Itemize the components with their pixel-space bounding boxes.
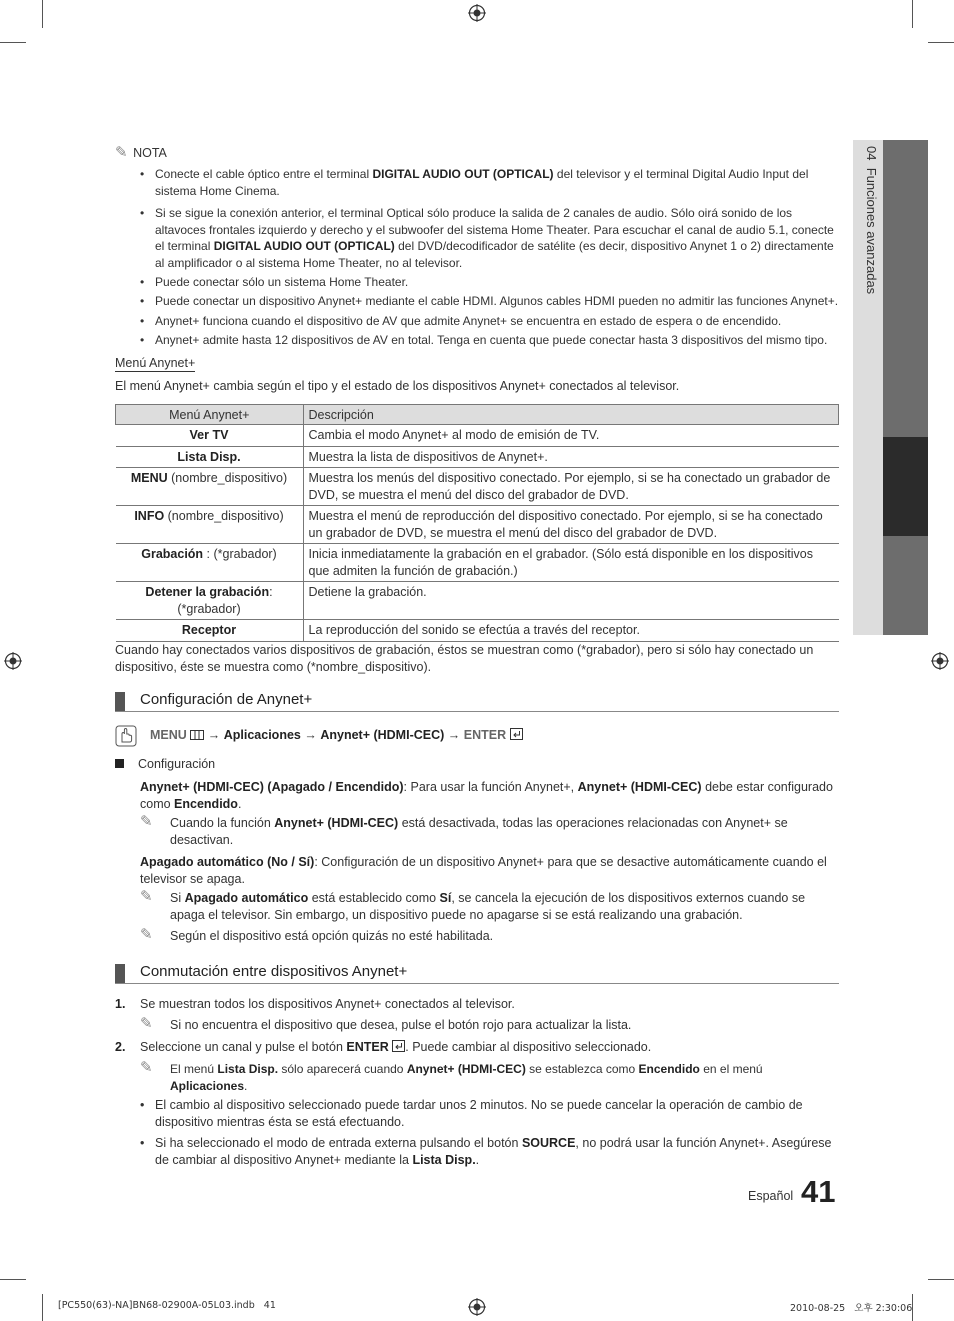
enter-icon	[510, 728, 523, 740]
config-note-3: Según el dispositivo está opción quizás no esté habilitada.	[170, 929, 494, 943]
chapter-number: 04	[864, 146, 879, 161]
table-header-description: Descripción	[303, 405, 839, 425]
table-row: MENU (nombre_dispositivo) Muestra los menús del dispositivo conectado. Por ejemplo, si se ha conectado un grabador de DVD, se muestra el menú del disco del grabador de DVD.	[116, 468, 839, 506]
switch-bullet: • Si ha seleccionado el modo de entrada externa pulsando el botón SOURCE, no podrá usar la función Anynet+. Asegúrese de cambiar al dispositivo Anynet+ mediante la Lista Disp..	[140, 1136, 832, 1167]
menu-intro: El menú Anynet+ cambia según el tipo y el estado de los dispositivos Anynet+ conectados al televisor.	[115, 379, 680, 393]
menu-path: MENU → Aplicaciones → Anynet+ (HDMI-CEC) → ENTER	[150, 728, 523, 742]
crop-mark	[928, 1279, 954, 1280]
config-subsection	[115, 757, 215, 771]
note-item: • Puede conectar un dispositivo Anynet+ mediante el cable HDMI. Algunos cables HDMI pueden no admitir las funciones Anynet+.	[140, 294, 839, 308]
note-item: • Anynet+ funciona cuando el dispositivo de AV que admite Anynet+ se encuentra en estado de espera o de encendido.	[140, 314, 782, 328]
table-header-menu: Menú Anynet+	[116, 405, 304, 425]
pencil-icon: ✎	[140, 813, 153, 830]
step-1-text: Se muestran todos los dispositivos Anynet+ conectados al televisor.	[140, 997, 515, 1011]
note-header	[115, 143, 167, 161]
section-title-text: Conmutación entre dispositivos Anynet+	[140, 963, 408, 980]
note-item: • Puede conectar sólo un sistema Home Theater.	[140, 275, 409, 289]
enter-icon	[392, 1040, 405, 1052]
pencil-icon: ✎	[140, 1059, 153, 1076]
config-paragraph-1: Anynet+ (HDMI-CEC) (Apagado / Encendido): Para usar la función Anynet+, Anynet+ (HDMI-CEC) debe estar configurado como Encendido.	[140, 780, 833, 811]
table-row: INFO (nombre_dispositivo) Muestra el menú de reproducción del dispositivo conectado. Por ejemplo, si se ha conectado un grabador de DVD, se muestra el menú del disco del grabador de DVD.	[116, 506, 839, 544]
table-row: Lista Disp. Muestra la lista de dispositivos de Anynet+.	[116, 446, 839, 468]
table-row: Grabación : (*grabador) Inicia inmediatamente la grabación en el grabador. (Sólo está disponible en los dispositivos que admiten la función de grabación.)	[116, 544, 839, 582]
table-row: Receptor La reproducción del sonido se efectúa a través del receptor.	[116, 620, 839, 642]
section-title-config	[115, 691, 839, 712]
step-1-note: Si no encuentra el dispositivo que desea, pulse el botón rojo para actualizar la lista.	[170, 1018, 632, 1032]
step-number: 2.	[115, 1040, 126, 1054]
after-table-text: Cuando hay conectados varios dispositivos de grabación, éstos se muestran como (*grabador), pero si sólo hay conectado un dispositivo, éste se muestra como (*nombre_dispositivo).	[115, 643, 814, 674]
section-title-text: Configuración de Anynet+	[140, 691, 313, 708]
registration-mark-icon	[468, 1298, 486, 1316]
pencil-icon: ✎	[140, 888, 153, 905]
crop-mark	[42, 1294, 43, 1321]
step-2-text: Seleccione un canal y pulse el botón ENTER . Puede cambiar al dispositivo seleccionado.	[140, 1040, 652, 1054]
square-bullet-icon	[115, 759, 124, 768]
switch-bullet: • El cambio al dispositivo seleccionado puede tardar unos 2 minutos. No se puede cancelar la operación de cambio de dispositivo mientras ésta se está efectuando.	[140, 1098, 803, 1129]
pencil-icon: ✎	[140, 1015, 153, 1032]
file-info: [PC550(63)-NA]BN68-02900A-05L03.indb 41	[58, 1300, 276, 1311]
registration-mark-icon	[468, 4, 486, 22]
menu-heading: Menú Anynet+	[115, 356, 196, 370]
config-note-2: Si Apagado automático está establecido como Sí, se cancela la ejecución de los dispositivos externos cuando se apaga el televisor. Sin embargo, un dispositivo puede no apagarse si se está realizando una grabación.	[170, 891, 806, 922]
anynet-menu-table	[115, 404, 839, 642]
note-item: • Conecte el cable óptico entre el terminal DIGITAL AUDIO OUT (OPTICAL) del televisor y el terminal Digital Audio Input del sistema Home Cinema.	[140, 167, 809, 198]
note-item: • Si se sigue la conexión anterior, el terminal Optical sólo produce la salida de 2 canales de audio. Sólo oirá sonido de los altavoces frontales izquierdo y derecho y el subwoofer del sistema Home Theater. Para escuchar el canal de audio 5.1, conecte el terminal DIGITAL AUDIO OUT (OPTICAL) del DVD/decodificador de satélite (es decir, dispositivo Anynet 1 o 2) directamente al amplificador o al sistema Home Theater, no al televisor.	[140, 206, 834, 270]
remote-hand-icon	[115, 725, 137, 747]
chapter-tab-block	[883, 536, 928, 635]
step-number: 1.	[115, 997, 126, 1011]
pencil-icon: ✎	[115, 144, 128, 161]
page-number: 41	[801, 1174, 836, 1209]
registration-mark-icon	[4, 652, 22, 670]
table-header-row	[116, 405, 839, 425]
crop-mark	[42, 0, 43, 28]
step-2-note: El menú Lista Disp. sólo aparecerá cuando Anynet+ (HDMI-CEC) se establezca como Encendido en el menú Aplicaciones.	[170, 1062, 763, 1093]
chapter-label	[859, 146, 879, 336]
pencil-icon: ✎	[140, 926, 153, 943]
config-sub-label: Configuración	[138, 757, 216, 771]
registration-mark-icon	[931, 652, 949, 670]
chapter-title: Funciones avanzadas	[864, 167, 879, 295]
section-title-switch	[115, 963, 839, 984]
crop-mark	[912, 0, 913, 28]
note-label: NOTA	[133, 146, 167, 160]
menu-grid-icon	[190, 730, 204, 740]
footer-language: Español	[748, 1189, 794, 1203]
crop-mark	[0, 1279, 26, 1280]
config-paragraph-2: Apagado automático (No / Sí): Configuración de un dispositivo Anynet+ para que se desactive automáticamente cuando el televisor se apaga.	[140, 855, 827, 886]
table-row: Ver TV Cambia el modo Anynet+ al modo de emisión de TV.	[116, 425, 839, 447]
crop-mark	[0, 42, 26, 43]
chapter-tab-active-block	[883, 437, 928, 536]
print-date: 2010-08-25 오후 2:30:06	[790, 1303, 913, 1314]
note-item: • Anynet+ admite hasta 12 dispositivos de AV en total. Tenga en cuenta que puede conectar hasta 3 dispositivos del mismo tipo.	[140, 333, 828, 347]
crop-mark	[928, 42, 954, 43]
table-row: Detener la grabación: (*grabador) Detiene la grabación.	[116, 582, 839, 620]
config-note-1: Cuando la función Anynet+ (HDMI-CEC) está desactivada, todas las operaciones relacionadas con Anynet+ se desactivan.	[170, 816, 788, 847]
chapter-tab-block	[883, 140, 928, 437]
